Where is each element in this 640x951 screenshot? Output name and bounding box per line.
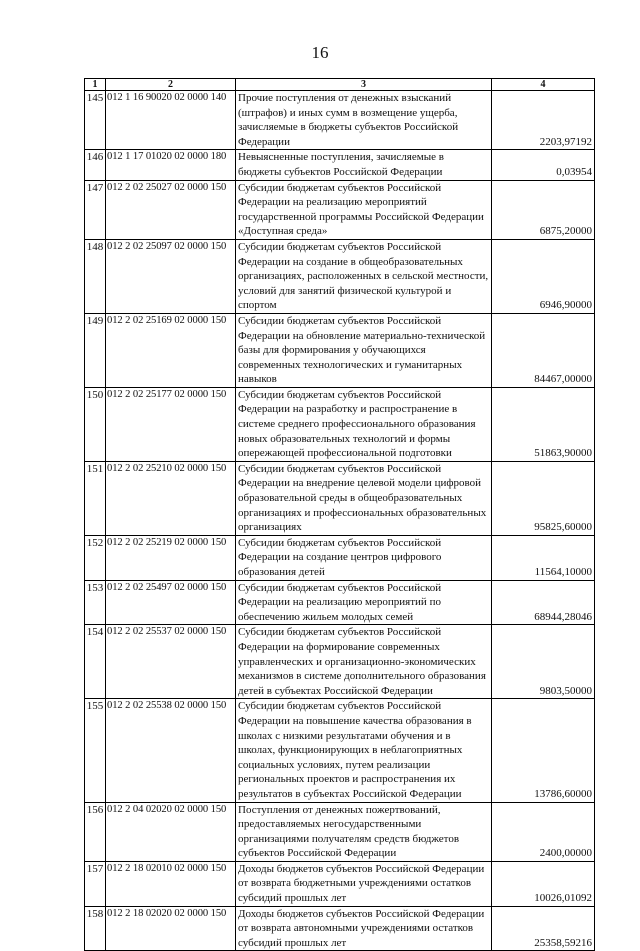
- amount-cell: 13786,60000: [492, 699, 595, 802]
- budget-code-cell: 012 2 02 25219 02 0000 150: [106, 535, 236, 580]
- budget-code-cell: 012 2 02 25210 02 0000 150: [106, 461, 236, 535]
- revenue-name-cell: Субсидии бюджетам субъектов Российской Федерации на создание в общеобразовательных организациях, расположенных в сельской местности, условий для занятий физической культурой и спортом: [236, 239, 492, 313]
- row-number-cell: 146: [85, 150, 106, 180]
- amount-cell: 11564,10000: [492, 535, 595, 580]
- budget-code-cell: 012 2 02 25027 02 0000 150: [106, 180, 236, 239]
- row-number-cell: 151: [85, 461, 106, 535]
- column-header: 1: [85, 79, 106, 91]
- budget-code-cell: 012 2 18 02010 02 0000 150: [106, 861, 236, 906]
- revenue-name-cell: Невыясненные поступления, зачисляемые в бюджеты субъектов Российской Федерации: [236, 150, 492, 180]
- budget-code-cell: 012 2 02 25538 02 0000 150: [106, 699, 236, 802]
- amount-cell: 51863,90000: [492, 387, 595, 461]
- revenue-name-cell: Доходы бюджетов субъектов Российской Федерации от возврата бюджетными учреждениями остатков субсидий прошлых лет: [236, 861, 492, 906]
- amount-cell: 10026,01092: [492, 861, 595, 906]
- revenue-name-cell: Доходы бюджетов субъектов Российской Федерации от возврата автономными учреждениями остатков субсидий прошлых лет: [236, 906, 492, 951]
- table-row: [85, 150, 595, 180]
- amount-cell: 9803,50000: [492, 625, 595, 699]
- row-number-cell: 156: [85, 802, 106, 861]
- table-row: [85, 699, 595, 802]
- row-number-cell: 158: [85, 906, 106, 951]
- row-number-cell: 150: [85, 387, 106, 461]
- amount-cell: 84467,00000: [492, 313, 595, 387]
- table-row: [85, 580, 595, 625]
- revenue-name-cell: Субсидии бюджетам субъектов Российской Федерации на реализацию мероприятий государственной программы Российской Федерации «Доступная среда»: [236, 180, 492, 239]
- budget-code-cell: 012 1 17 01020 02 0000 180: [106, 150, 236, 180]
- row-number-cell: 155: [85, 699, 106, 802]
- revenue-name-cell: Субсидии бюджетам субъектов Российской Федерации на обновление материально-технической базы для формирования у обучающихся современных технологических и гуманитарных навыков: [236, 313, 492, 387]
- amount-cell: 25358,59216: [492, 906, 595, 951]
- table-row: [85, 625, 595, 699]
- amount-cell: 0,03954: [492, 150, 595, 180]
- table-row: [85, 535, 595, 580]
- table-row: [85, 461, 595, 535]
- row-number-cell: 148: [85, 239, 106, 313]
- revenue-name-cell: Субсидии бюджетам субъектов Российской Федерации на реализацию мероприятий по обеспечению жильем молодых семей: [236, 580, 492, 625]
- column-header: 3: [236, 79, 492, 91]
- row-number-cell: 152: [85, 535, 106, 580]
- row-number-cell: 154: [85, 625, 106, 699]
- budget-code-cell: 012 2 02 25097 02 0000 150: [106, 239, 236, 313]
- budget-code-cell: 012 2 02 25169 02 0000 150: [106, 313, 236, 387]
- amount-cell: 6875,20000: [492, 180, 595, 239]
- amount-cell: 2203,97192: [492, 91, 595, 150]
- revenue-name-cell: Субсидии бюджетам субъектов Российской Федерации на создание центров цифрового образования детей: [236, 535, 492, 580]
- table-row: [85, 91, 595, 150]
- column-header: 2: [106, 79, 236, 91]
- revenue-name-cell: Субсидии бюджетам субъектов Российской Федерации на разработку и распространение в системе среднего профессионального образования новых образовательных технологий и формы опережающей профессиональной подготовки: [236, 387, 492, 461]
- revenue-name-cell: Поступления от денежных пожертвований, предоставляемых негосударственными организациями получателям средств бюджетов субъектов Российской Федерации: [236, 802, 492, 861]
- table-row: [85, 861, 595, 906]
- revenue-name-cell: Субсидии бюджетам субъектов Российской Федерации на формирование современных управленческих и организационно-экономических механизмов в системе дополнительного образования детей в субъектах Российской Федерации: [236, 625, 492, 699]
- revenue-table: [84, 78, 595, 951]
- budget-code-cell: 012 2 18 02020 02 0000 150: [106, 906, 236, 951]
- row-number-cell: 145: [85, 91, 106, 150]
- table-row: [85, 239, 595, 313]
- table-row: [85, 802, 595, 861]
- table-header-row: [85, 79, 595, 91]
- table-row: [85, 180, 595, 239]
- table-row: [85, 906, 595, 951]
- revenue-name-cell: Прочие поступления от денежных взысканий (штрафов) и иных сумм в возмещение ущерба, зачисляемые в бюджеты субъектов Российской Федерации: [236, 91, 492, 150]
- amount-cell: 68944,28046: [492, 580, 595, 625]
- amount-cell: 95825,60000: [492, 461, 595, 535]
- page-number: 16: [311, 43, 329, 62]
- amount-cell: 6946,90000: [492, 239, 595, 313]
- row-number-cell: 147: [85, 180, 106, 239]
- budget-code-cell: 012 2 04 02020 02 0000 150: [106, 802, 236, 861]
- table-row: [85, 313, 595, 387]
- column-header: 4: [492, 79, 595, 91]
- budget-code-cell: 012 2 02 25537 02 0000 150: [106, 625, 236, 699]
- revenue-name-cell: Субсидии бюджетам субъектов Российской Федерации на повышение качества образования в школах с низкими результатами обучения и в школах, функционирующих в неблагоприятных социальных условиях, путем реализации региональных проектов и распространения их результатов в субъектах Российской Федерации: [236, 699, 492, 802]
- row-number-cell: 157: [85, 861, 106, 906]
- budget-code-cell: 012 2 02 25177 02 0000 150: [106, 387, 236, 461]
- table-row: [85, 387, 595, 461]
- row-number-cell: 149: [85, 313, 106, 387]
- amount-cell: 2400,00000: [492, 802, 595, 861]
- budget-code-cell: 012 2 02 25497 02 0000 150: [106, 580, 236, 625]
- revenue-name-cell: Субсидии бюджетам субъектов Российской Федерации на внедрение целевой модели цифровой образовательной среды в общеобразовательных организациях и профессиональных образовательных организациях: [236, 461, 492, 535]
- budget-code-cell: 012 1 16 90020 02 0000 140: [106, 91, 236, 150]
- row-number-cell: 153: [85, 580, 106, 625]
